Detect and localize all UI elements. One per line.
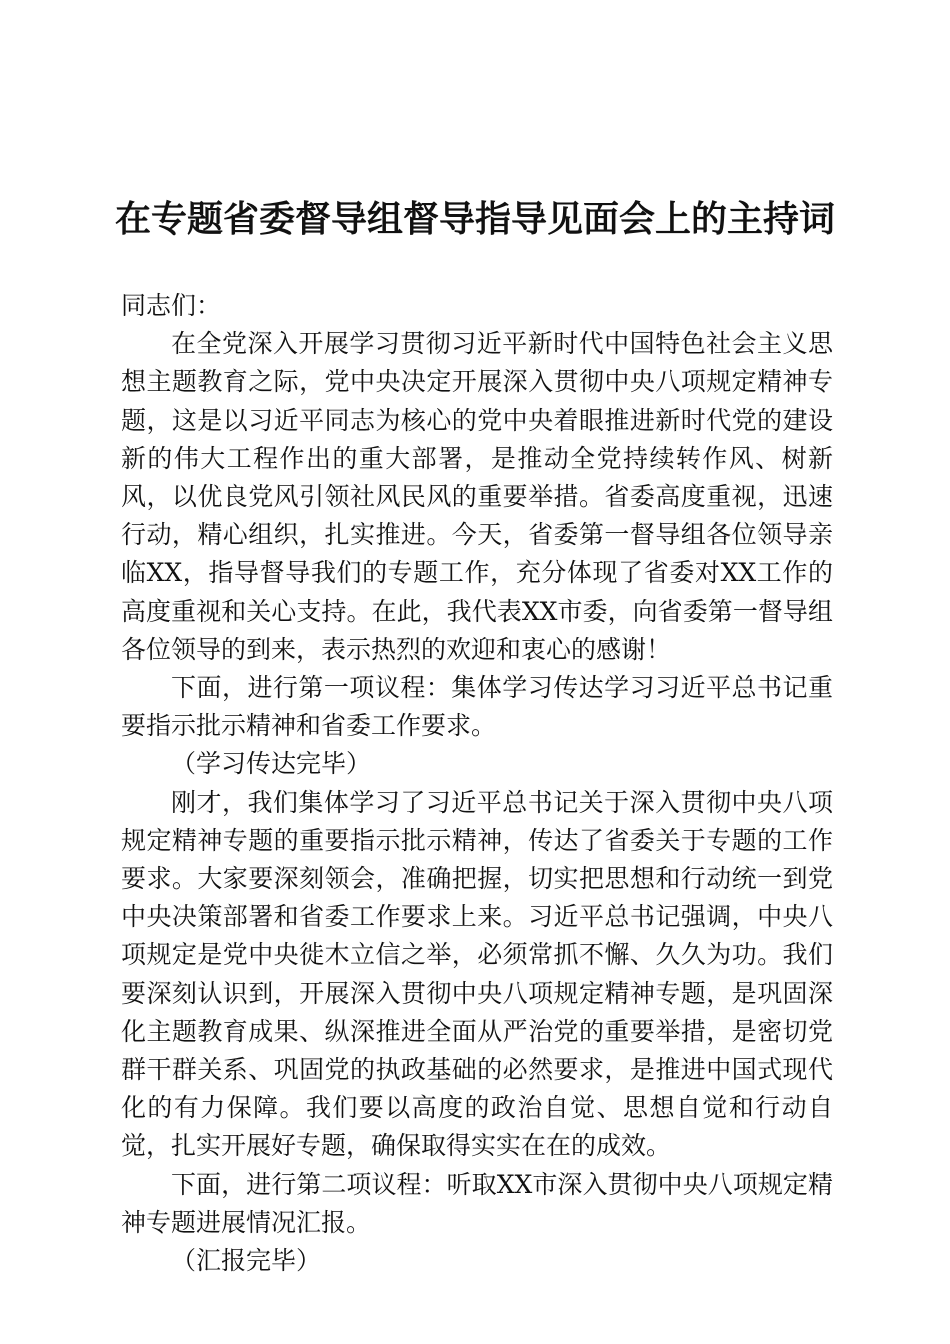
paragraph-study-summary: 刚才，我们集体学习了习近平总书记关于深入贯彻中央八项规定精神专题的重要指示批示精神，传达了省委关于专题的工作要求。大家要深刻领会，准确把握，切实把思想和行动统一到党中央决策部署和省委工作要求上来。习近平总书记强调，中央八项规定是党中央徙木立信之举，必须常抓不懈、久久为功。我们要深刻认识到，开展深入贯彻中央八项规定精神专题，是巩固深化主题教育成果、纵深推进全面从严治党的重要举措，是密切党群干群关系、巩固党的执政基础的必然要求，是推进中国式现代化的有力保障。我们要以高度的政治自觉、思想自觉和行动自觉，扎实开展好专题，确保取得实实在在的成效。 [121,787,833,1161]
document-title: 在专题省委督导组督导指导见面会上的主持词 [114,198,835,240]
paragraph-note-study-complete: （学习传达完毕） [171,749,372,779]
paragraph-agenda-two: 下面，进行第二项议程：听取XX市深入贯彻中央八项规定精神专题进展情况汇报。 [121,1169,833,1237]
paragraph-agenda-one: 下面，进行第一项议程：集体学习传达学习习近平总书记重要指示批示精神和省委工作要求。 [121,673,833,741]
salutation: 同志们： [121,291,222,320]
paragraph-note-report-complete: （汇报完毕） [171,1246,322,1276]
paragraph-opening: 在全党深入开展学习贯彻习近平新时代中国特色社会主义思想主题教育之际，党中央决定开展深入贯彻中央八项规定精神专题，这是以习近平同志为核心的党中央着眼推进新时代党的建设新的伟大工程作出的重大部署，是推动全党持续转作风、树新风，以优良党风引领社风民风的重要举措。省委高度重视，迅速行动，精心组织，扎实推进。今天，省委第一督导组各位领导亲临XX，指导督导我们的专题工作，充分体现了省委对XX工作的高度重视和关心支持。在此，我代表XX市委，向省委第一督导组各位领导的到来，表示热烈的欢迎和衷心的感谢！ [121,329,833,664]
document-body [121,287,833,1280]
